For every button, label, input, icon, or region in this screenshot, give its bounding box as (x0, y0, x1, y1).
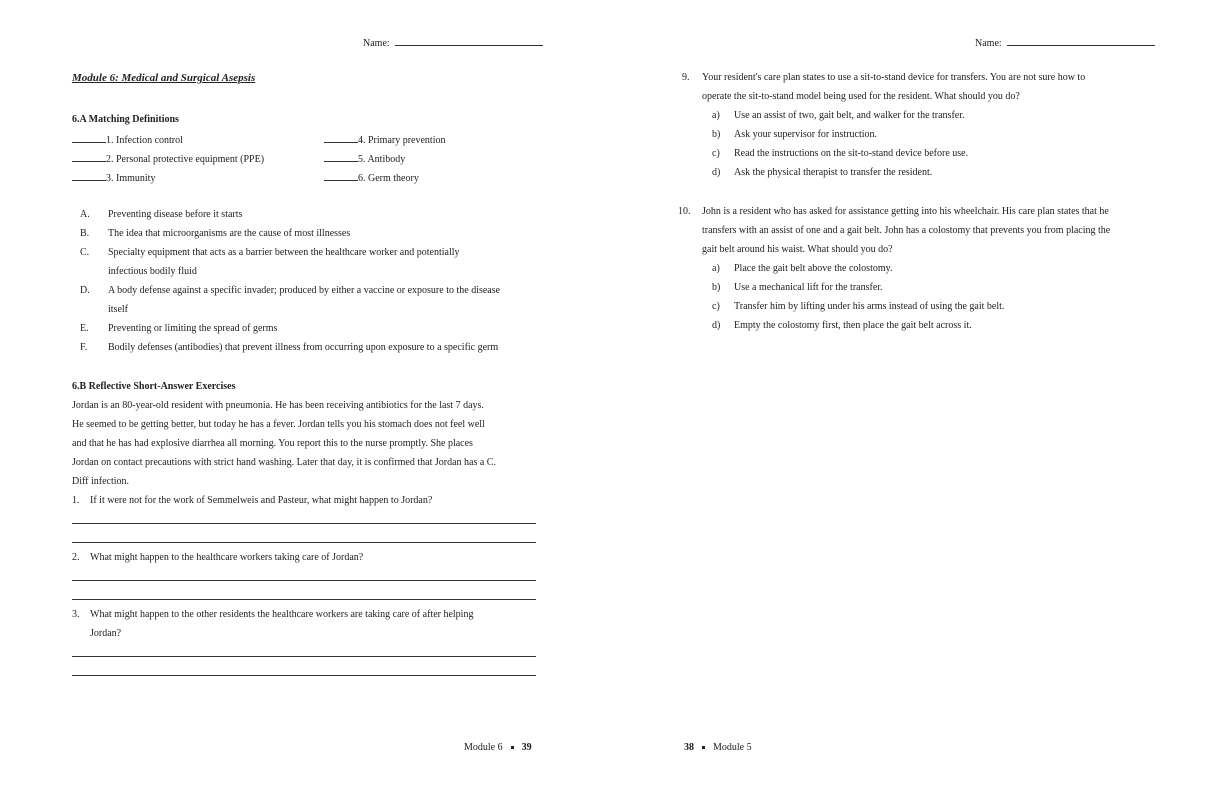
footer-module: Module 6 (464, 742, 503, 753)
question-number: 2. (72, 552, 80, 563)
question-text: operate the sit-to-stand model being used for the resident. What should you do? (702, 91, 1020, 102)
name-field (363, 36, 543, 50)
matching-item: 4. Primary prevention (324, 133, 445, 147)
option-letter: a) (712, 263, 720, 274)
definition-letter: C. (80, 247, 90, 258)
definition-text: Bodily defenses (antibodies) that prevent illness from occurring upon exposure to a specific germ (108, 342, 499, 353)
option-letter: c) (712, 148, 720, 159)
option-text[interactable]: Use an assist of two, gait belt, and walker for the transfer. (734, 110, 965, 121)
scenario-line: and that he has had explosive diarrhea all morning. You report this to the nurse promptly. She places (72, 438, 473, 449)
answer-line[interactable] (72, 599, 536, 600)
answer-line[interactable] (72, 675, 536, 676)
bullet-square-icon (511, 746, 514, 749)
question-text: John is a resident who has asked for assistance getting into his wheelchair. His care plan states that he (702, 206, 1109, 217)
section-a-heading: 6.A Matching Definitions (72, 114, 179, 125)
right-page (612, 0, 1224, 792)
option-letter: b) (712, 282, 721, 293)
definition-letter: F. (80, 342, 88, 353)
matching-item: 5. Antibody (324, 152, 405, 166)
definition-text: Specialty equipment that acts as a barrier between the healthcare worker and potentially (108, 247, 460, 258)
section-b-heading: 6.B Reflective Short-Answer Exercises (72, 381, 236, 392)
name-blank[interactable] (395, 36, 543, 46)
question-text: gait belt around his waist. What should you do? (702, 244, 893, 255)
answer-blank[interactable] (324, 171, 358, 181)
page-footer (684, 741, 752, 754)
scenario-line: Diff infection. (72, 476, 130, 487)
option-text[interactable]: Place the gait belt above the colostomy. (734, 263, 893, 274)
answer-blank[interactable] (324, 133, 358, 143)
definition-text: A body defense against a specific invader; produced by either a vaccine or exposure to the disease (108, 285, 501, 296)
option-text[interactable]: Empty the colostomy first, then place the gait belt across it. (734, 320, 972, 331)
scenario-line: He seemed to be getting better, but today he has a fever. Jordan tells you his stomach does not feel well (72, 419, 485, 430)
question-number: 1. (72, 495, 80, 506)
answer-blank[interactable] (324, 152, 358, 162)
answer-line[interactable] (72, 580, 536, 581)
scenario-line: Jordan is an 80-year-old resident with pneumonia. He has been receiving antibiotics for the last 7 days. (72, 400, 484, 411)
question-text: What might happen to the other residents the healthcare workers are taking care of after helping (90, 609, 474, 620)
page-footer (464, 741, 532, 754)
question-text: If it were not for the work of Semmelweis and Pasteur, what might happen to Jordan? (90, 495, 433, 506)
definition-letter: B. (80, 228, 90, 239)
option-text[interactable]: Ask your supervisor for instruction. (734, 129, 878, 140)
option-text[interactable]: Ask the physical therapist to transfer the resident. (734, 167, 933, 178)
question-number: 9. (682, 72, 690, 83)
question-text: What might happen to the healthcare workers taking care of Jordan? (90, 552, 364, 563)
option-letter: d) (712, 320, 721, 331)
footer-module: Module 5 (713, 742, 752, 753)
name-label: Name: (363, 38, 390, 49)
option-letter: b) (712, 129, 721, 140)
definition-text: The idea that microorganisms are the cause of most illnesses (108, 228, 351, 239)
definition-text: infectious bodily fluid (108, 266, 197, 277)
option-letter: d) (712, 167, 721, 178)
option-text[interactable]: Transfer him by lifting under his arms instead of using the gait belt. (734, 301, 1005, 312)
answer-line[interactable] (72, 542, 536, 543)
option-letter: a) (712, 110, 720, 121)
name-blank[interactable] (1007, 36, 1155, 46)
option-letter: c) (712, 301, 720, 312)
option-text[interactable]: Read the instructions on the sit-to-stand device before use. (734, 148, 969, 159)
bullet-square-icon (702, 746, 705, 749)
definition-letter: E. (80, 323, 89, 334)
answer-blank[interactable] (72, 152, 106, 162)
question-text: Your resident's care plan states to use a sit-to-stand device for transfers. You are not sure how to (702, 72, 1086, 83)
question-number: 10. (678, 206, 691, 217)
option-text[interactable]: Use a mechanical lift for the transfer. (734, 282, 883, 293)
answer-blank[interactable] (72, 133, 106, 143)
answer-line[interactable] (72, 656, 536, 657)
definition-text: itself (108, 304, 128, 315)
definition-text: Preventing disease before it starts (108, 209, 243, 220)
name-label: Name: (975, 38, 1002, 49)
matching-item: 6. Germ theory (324, 171, 419, 185)
footer-page-number: 38 (684, 742, 694, 753)
matching-item: 3. Immunity (72, 171, 155, 185)
matching-item: 1. Infection control (72, 133, 183, 147)
definition-letter: D. (80, 285, 90, 296)
module-title: Module 6: Medical and Surgical Asepsis (72, 72, 256, 84)
question-text: transfers with an assist of one and a gait belt. John has a colostomy that prevents you from placing the (702, 225, 1111, 236)
question-text: Jordan? (90, 628, 122, 639)
definition-letter: A. (80, 209, 90, 220)
footer-page-number: 39 (521, 742, 532, 753)
matching-item: 2. Personal protective equipment (PPE) (72, 152, 264, 166)
answer-line[interactable] (72, 523, 536, 524)
name-field (975, 36, 1155, 50)
question-number: 3. (72, 609, 80, 620)
scenario-line: Jordan on contact precautions with strict hand washing. Later that day, it is confirmed that Jordan has a C. (72, 457, 496, 468)
definition-text: Preventing or limiting the spread of germs (108, 323, 278, 334)
answer-blank[interactable] (72, 171, 106, 181)
